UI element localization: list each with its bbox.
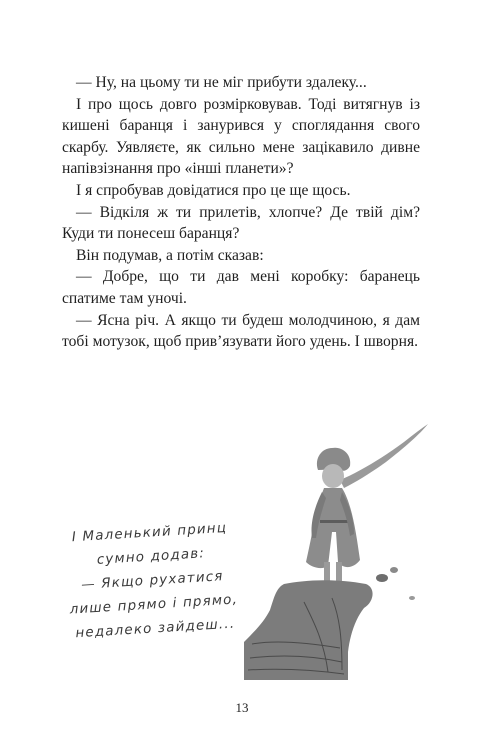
caption-line-5: недалеко зайдеш... [75,616,236,642]
paragraph-7: — Ясна річ. А якщо ти будеш молодчиною, я дам тобі мотузок, щоб прив’язувати його удень. І шворня. [62,311,420,351]
caption-line-1: І Маленький принц [71,520,228,546]
main-text [62,72,420,353]
paragraph-5: Він подумав, а потім сказав: [76,246,264,264]
caption-line-3: — Якщо рухатися [80,569,225,593]
paragraph-1: — Ну, на цьому ти не міг прибути здалеку... [76,74,367,91]
handwritten-caption [44,515,261,648]
rock [390,567,398,573]
caption-line-2: сумно додав: [96,546,206,568]
right-leg [336,562,342,582]
paragraph-4: — Відкіля ж ти прилетів, хлопче? Де твій дім? Куди ти понесеш баранця? [62,203,420,243]
cliff [244,580,373,680]
little-prince-illustration [244,412,434,682]
rock [376,574,388,582]
caption-line-4: лише прямо і прямо, [69,592,239,618]
paragraph-6: — Добре, що ти дав мені коробку: баранець спатиме там уночі. [62,268,420,307]
left-leg [324,562,330,582]
rock [409,596,415,600]
belt [320,520,348,523]
scarf [340,424,428,488]
paragraph-3: І я спробував довідатися про це ще щось. [76,181,351,199]
head [322,464,344,488]
page-number: 13 [235,700,249,715]
paragraph-2: І про щось довго розмірковував. Тоді витягнув із кишені баранця і занурився у споглядання свого скарбу. Уявляєте, як сильно мене зацікавило дивне напівзізнання про «інші планети»? [62,95,420,178]
